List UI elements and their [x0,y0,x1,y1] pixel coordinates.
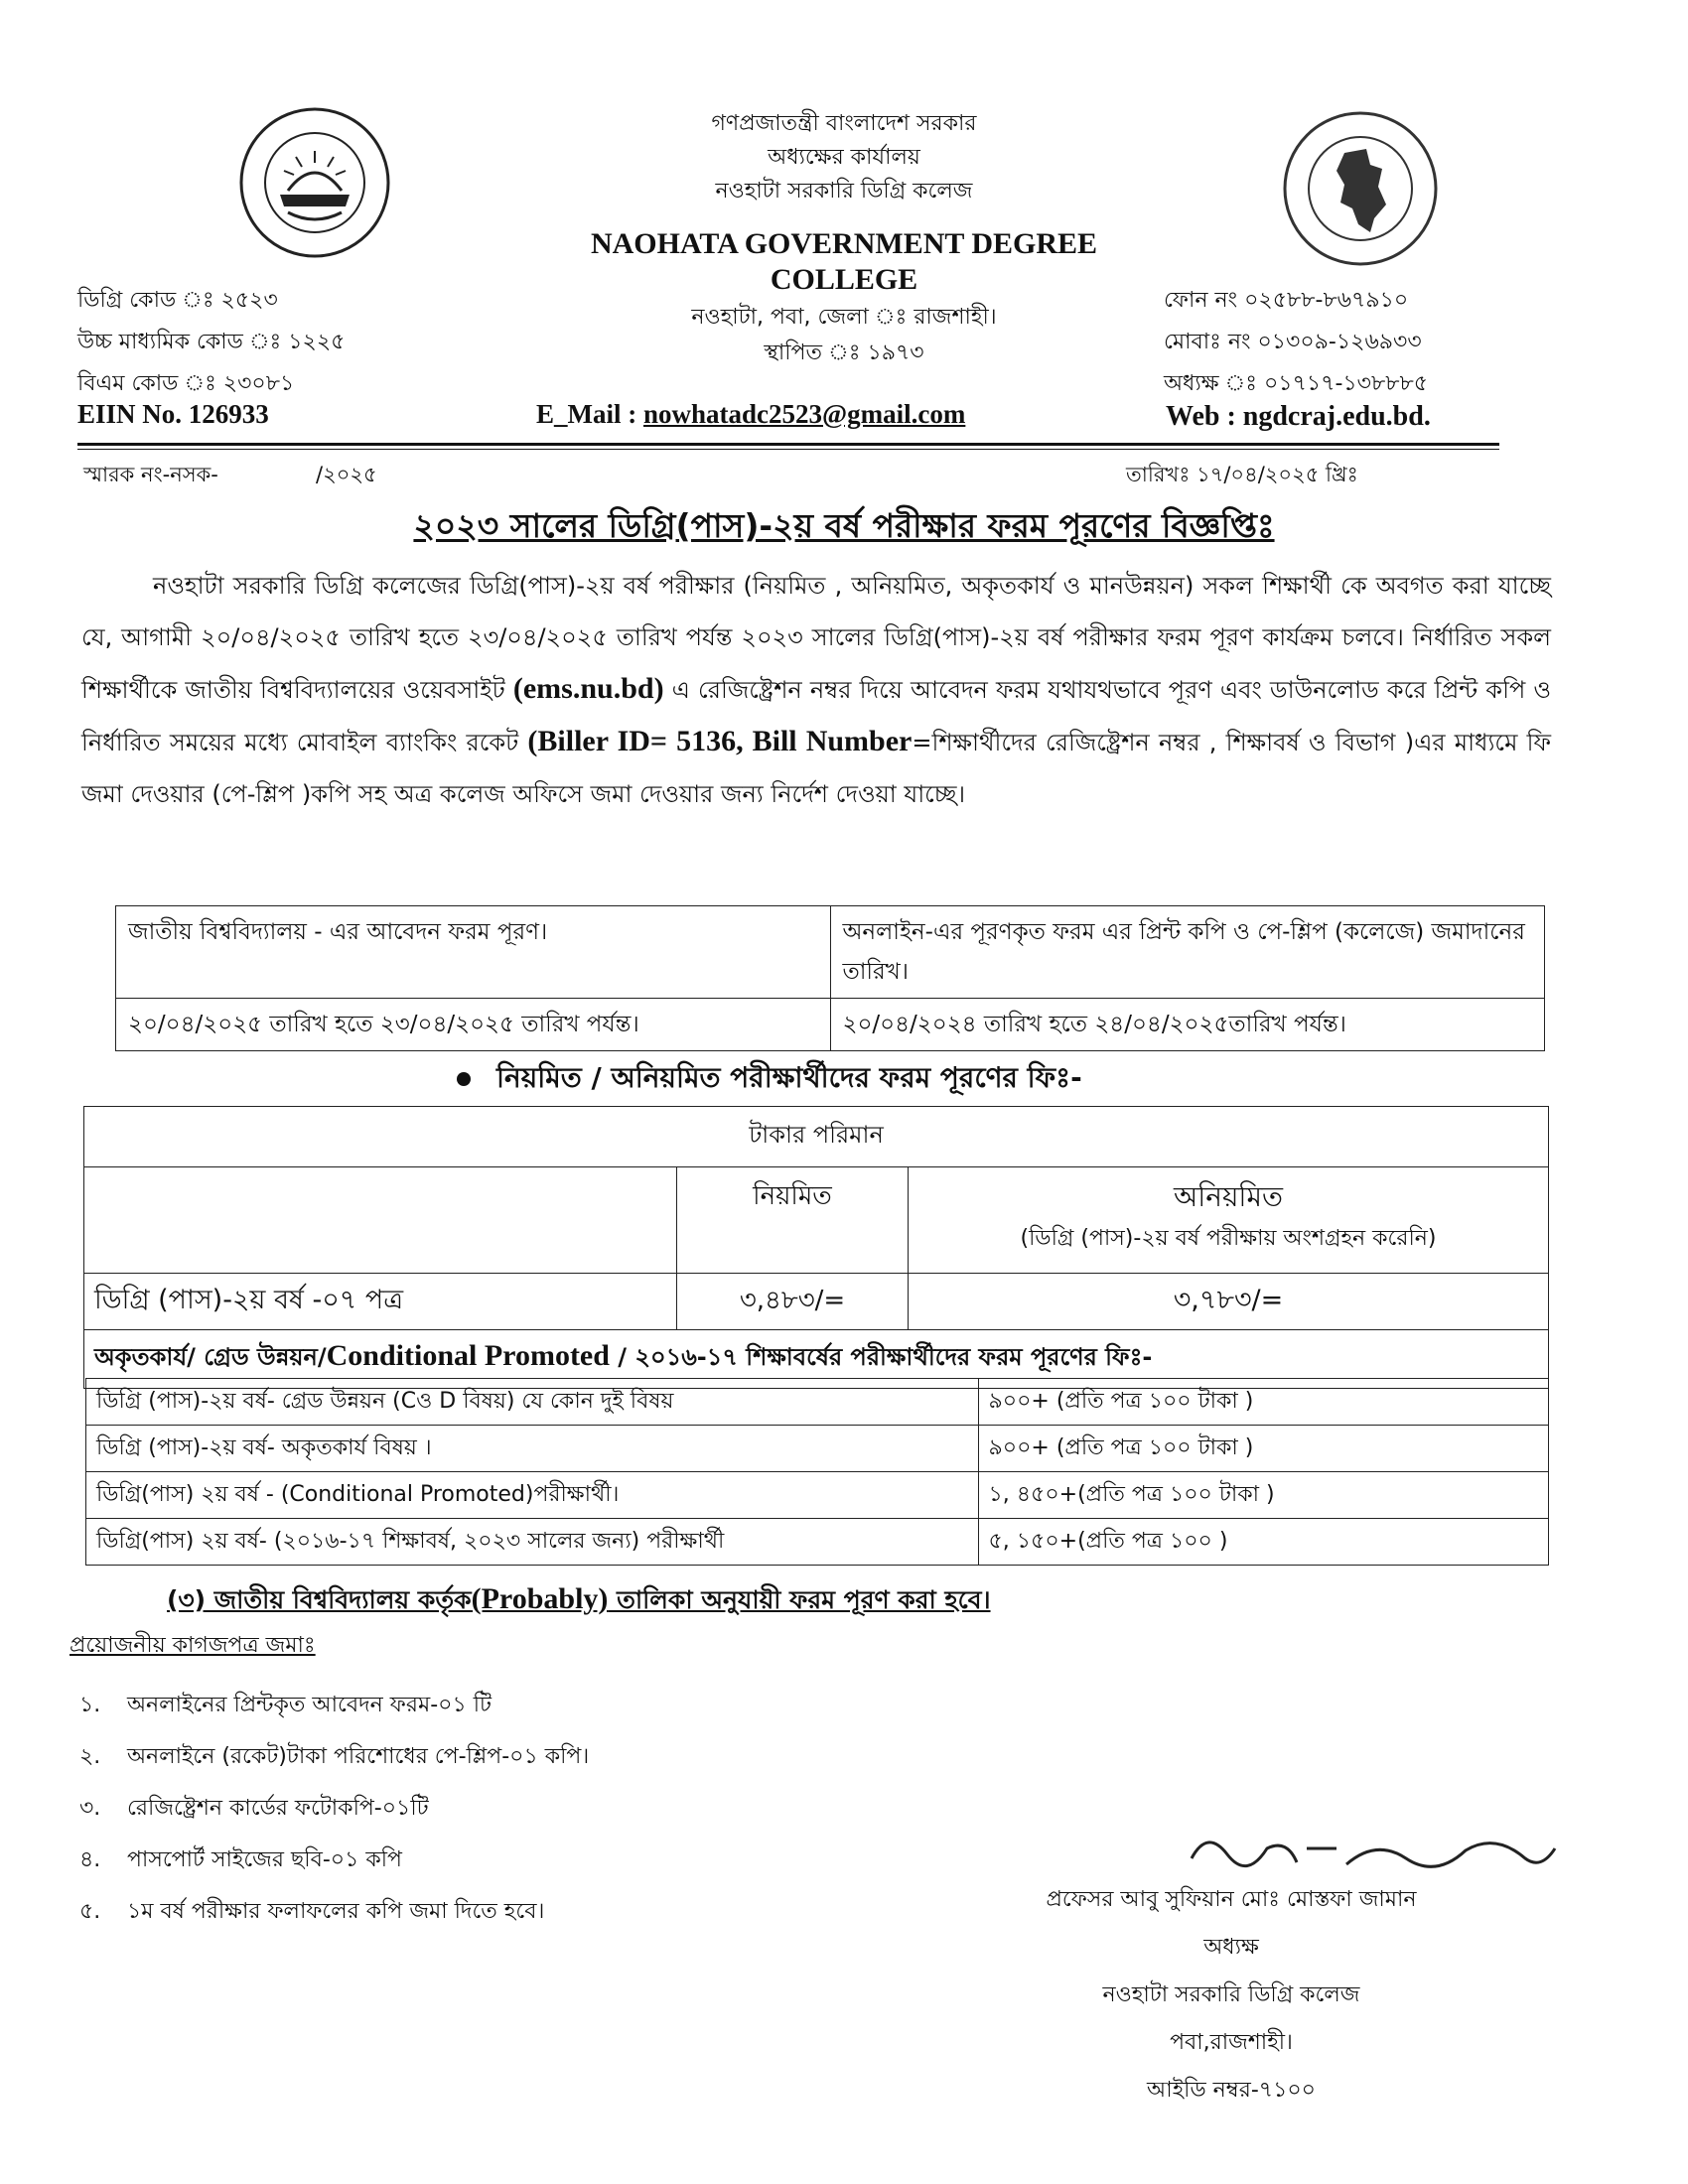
special-fee-amount: ৯০০+ (প্রতি পত্র ১০০ টাকা ) [978,1379,1548,1426]
header-divider [77,443,1499,446]
regular-header: নিয়মিত [677,1167,909,1274]
fee-row-label: ডিগ্রি (পাস)-২য় বর্ষ -০৭ পত্র [84,1274,677,1330]
memo-year: /২০২৫ [316,463,377,486]
special-fee-label: ডিগ্রি (পাস)-২য় বর্ষ- অকৃতকার্য বিষয় । [86,1426,979,1472]
failed-heading-part1: অকৃতকার্য/ গ্রেড উন্নয়ন/ [94,1343,327,1371]
fee-bullet-text: নিয়মিত / অনিয়মিত পরীক্ষার্থীদের ফরম পূরণের ফিঃ- [496,1061,1082,1094]
regular-amount: ৩,৪৮৩/= [677,1274,909,1330]
email-link[interactable]: nowhatadc2523@gmail.com [643,399,966,429]
table-row [86,1472,1549,1519]
para-part1: নওহাটা সরকারি ডিগ্রি কলেজের ডিগ্রি(পাস)-২য় বর্ষ পরীক্ষার (নিয়মিত , অনিয়মিত, অকৃতকার্য ও মানউন্নয়ন) সকল শিক্ষার্থী কে অবগত করা যাচ্ছে যে, আগামী ২০/০৪/২০২৫ তারিখ হতে ২৩/০৪/২০২৫ তারিখ পর্যন্ত ২০২৩ সালের ডিগ্রি(পাস)-২য় বর্ষ পরীক্ষার ফরম পূরণ কার্যক্রম চলবে। নির্ধারিত সকল শিক্ষার্থীকে জাতীয় বিশ্ববিদ্যালয়ের ওয়েবসাইট [81,572,1551,704]
irregular-note: (ডিগ্রি (পাস)-২য় বর্ষ পরীক্ষায় অংশগ্রহন করেনি) [1020,1226,1437,1251]
address-block [477,300,1211,371]
college-name-en-line1: NAOHATA GOVERNMENT DEGREE [590,227,1098,260]
special-fee-amount: ১, ৪৫০+(প্রতি পত্র ১০০ টাকা ) [978,1472,1548,1519]
fee-bullet-heading [457,1056,1082,1103]
code-list [77,280,345,405]
schedule-date-1: ২০/০৪/২০২৫ তারিখ হতে ২৩/০৪/২০২৫ তারিখ পর্যন্ত। [116,999,831,1051]
schedule-date-2: ২০/০৪/২০২৪ তারিখ হতে ২৪/০৪/২০২৫তারিখ পর্যন্ত। [830,999,1545,1051]
requirements-title: প্রয়োজনীয় কাগজপত্র জমাঃ [70,1633,316,1658]
bangladesh-govt-seal-logo [1279,109,1442,268]
probably-part2: তালিকা অনুযায়ী ফরম পূরণ করা হবে। [608,1585,991,1614]
special-fee-amount: ৫, ১৫০+(প্রতি পত্র ১০০ ) [978,1519,1548,1566]
list-text: অনলাইনের প্রিন্টকৃত আবেদন ফরম-০১ টি [127,1693,492,1717]
header-bn-lines [477,107,1211,208]
list-item [79,1886,589,1938]
fee-table [83,1106,1549,1389]
list-item [79,1731,589,1783]
irregular-amount: ৩,৭৮৩/= [909,1274,1549,1330]
probably-note [167,1580,991,1623]
irregular-header-cell [909,1167,1549,1274]
eiin-number: EIIN No. 126933 [77,399,269,429]
list-number: ৫. [79,1899,101,1924]
notice-paragraph [81,560,1551,820]
site-ref: (ems.nu.bd) [512,672,664,705]
signatory-id: আইডি নম্বর-৭১০০ [1147,2078,1316,2103]
email-label: E_Mail : [536,399,643,429]
special-fee-label: ডিগ্রি(পাস) ২য় বর্ষ - (Conditional Promoted)পরীক্ষার্থী। [86,1472,979,1519]
notice-title: ২০২৩ সালের ডিগ্রি(পাস)-২য় বর্ষ পরীক্ষার ফরম পূরণের বিজ্ঞপ্তিঃ [413,506,1275,545]
bm-code: বিএম কোড ঃ ২৩০৮১ [77,371,295,396]
email-line [536,399,965,430]
list-item [79,1680,589,1731]
list-number: ১. [79,1693,101,1717]
signatory-college: নওহাটা সরকারি ডিগ্রি কলেজ [1102,1982,1360,2007]
biller-id: (Biller ID= 5136, Bill Number [527,725,913,757]
probably-en: (Probably) [471,1582,609,1615]
list-item [79,1835,589,1886]
degree-code: ডিগ্রি কোড ঃ ২৫২৩ [77,288,278,313]
college-name-en [477,226,1211,298]
table-row [86,1379,1549,1426]
list-number: ৩. [79,1796,101,1821]
special-fee-label: ডিগ্রি (পাস)-২য় বর্ষ- গ্রেড উন্নয়ন (Cও D বিষয়) যে কোন দুই বিষয় [86,1379,979,1426]
para-part3: =শিক্ষার্থীদের রেজিষ্ট্রেশন নম্বর , শিক্ষাবর্ষ ও বিভাগ )এর মাধ্যমে ফি জমা দেওয়ার (পে-শ্লিপ )কপি সহ অত্র কলেজ অফিসে জমা দেওয়ার জন্য নির্দেশ দেওয়া যাচ্ছে। [81,729,1552,808]
probably-part1: (৩) জাতীয় বিশ্ববিদ্যালয় কর্তৃক [167,1585,472,1614]
college-seal-logo [236,103,393,262]
signatory-name: প্রফেসর আবু সুফিয়ান মোঃ মোস্তফা জামান [1046,1887,1417,1912]
amount-header: টাকার পরিমান [84,1107,1549,1167]
table-row [86,1519,1549,1566]
college-name-bn: নওহাটা সরকারি ডিগ্রি কলেজ [715,179,973,204]
phone: ফোন নং ০২৫৮৮-৮৬৭৯১০ [1164,288,1409,313]
principal-phone: অধ্যক্ষ ঃ ০১৭১৭-১৩৮৮৮৫ [1164,371,1429,396]
memo-ref: স্মারক নং-নসক- [83,463,218,486]
special-fee-amount: ৯০০+ (প্রতি পত্র ১০০ টাকা ) [978,1426,1548,1472]
list-number: ৪. [79,1847,101,1872]
website[interactable]: Web : ngdcraj.edu.bd. [1166,401,1431,432]
list-number: ২. [79,1744,101,1769]
mobile: মোবাঃ নং ০১৩০৯-১২৬৯৩৩ [1164,330,1422,354]
signatory-block [1023,1876,1440,2115]
contact-list [1164,280,1428,405]
list-text: পাসপোর্ট সাইজের ছবি-০১ কপি [127,1847,402,1872]
table-row [86,1426,1549,1472]
signatory-designation: অধ্যক্ষ [1203,1935,1259,1960]
established: স্থাপিত ঃ ১৯৭৩ [764,341,924,365]
schedule-header-2: অনলাইন-এর পূরণকৃত ফরম এর প্রিন্ট কপি ও পে-শ্লিপ (কলেজে) জমাদানের তারিখ। [830,906,1545,999]
header-divider-thin [77,449,1499,450]
special-fee-table [85,1378,1549,1566]
office-name: অধ্যক্ষের কার্যালয় [768,145,920,170]
schedule-table [115,905,1545,1051]
hsc-code: উচ্চ মাধ্যমিক কোড ঃ ১২২৫ [77,330,346,354]
memo-date: তারিখঃ ১৭/০৪/২০২৫ খ্রিঃ [1126,463,1358,486]
failed-heading-part2: / ২০১৬-১৭ শিক্ষাবর্ষের পরীক্ষার্থীদের ফরম পূরণের ফিঃ- [609,1343,1153,1371]
gov-name: গণপ্রজাতন্ত্রী বাংলাদেশ সরকার [711,111,977,136]
signatory-location: পবা,রাজশাহী। [1170,2030,1293,2055]
list-text: অনলাইনে (রকেট)টাকা পরিশোধের পে-শ্লিপ-০১ কপি। [127,1744,590,1769]
fee-blank-cell [84,1167,677,1274]
bullet-icon [457,1072,471,1086]
failed-heading-en: Conditional Promoted [326,1339,610,1372]
address: নওহাটা, পবা, জেলা ঃ রাজশাহী। [691,305,997,330]
requirements-list [79,1680,589,1938]
list-text: রেজিষ্ট্রেশন কার্ডের ফটোকপি-০১টি [127,1796,429,1821]
schedule-header-1: জাতীয় বিশ্ববিদ্যালয় - এর আবেদন ফরম পূরণ। [116,906,831,999]
special-fee-label: ডিগ্রি(পাস) ২য় বর্ষ- (২০১৬-১৭ শিক্ষাবর্ষ, ২০২৩ সালের জন্য) পরীক্ষার্থী [86,1519,979,1566]
irregular-header: অনিয়মিত [1173,1180,1284,1213]
list-item [79,1783,589,1835]
college-name-en-line2: COLLEGE [770,263,918,296]
list-text: ১ম বর্ষ পরীক্ষার ফলাফলের কপি জমা দিতে হবে। [127,1899,545,1924]
para-part2: এ রেজিষ্ট্রেশন নম্বর দিয়ে আবেদন ফরম যথাযথভাবে পূরণ এবং ডাউনলোড করে প্রিন্ট কপি ও নির্ধারিত সময়ের মধ্যে মোবাইল ব্যাংকিং রকেট [81,676,1551,756]
